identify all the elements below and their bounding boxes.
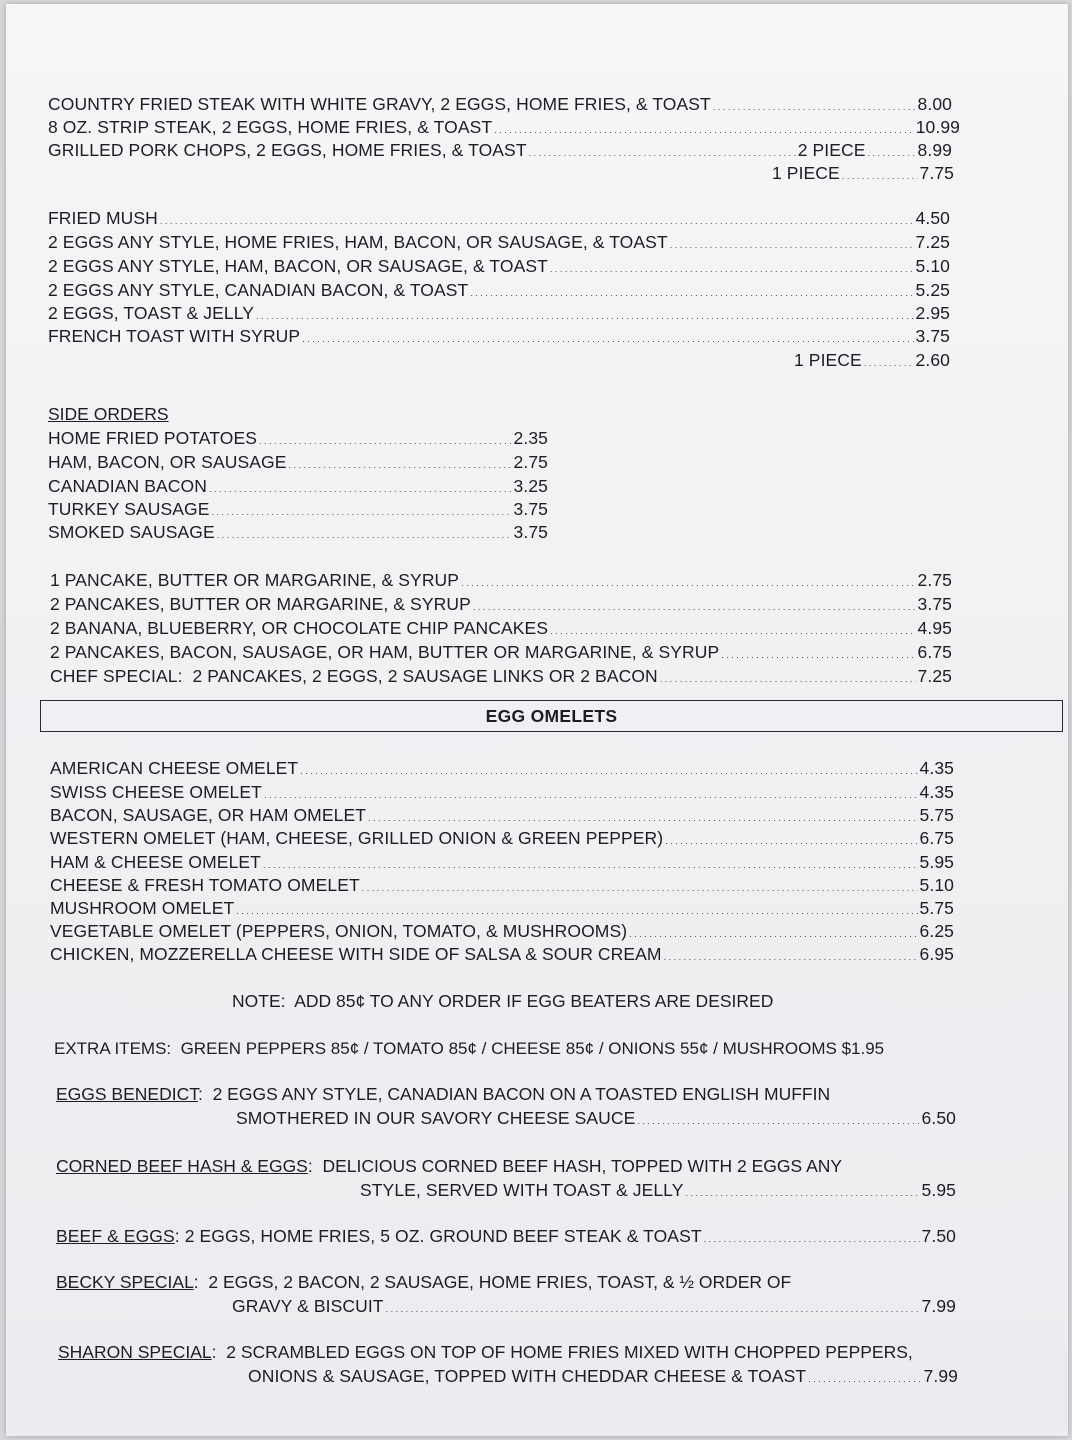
item-price: 7.99 — [923, 1366, 958, 1386]
dot-leader — [550, 256, 914, 280]
egg-beaters-note: NOTE: ADD 85¢ TO ANY ORDER IF EGG BEATERS ARE DESIRED — [232, 991, 774, 1011]
dot-leader — [637, 1108, 919, 1132]
item-price: 10.99 — [915, 117, 960, 137]
item-price: 2.35 — [513, 428, 548, 448]
menu-item — [50, 618, 952, 642]
dot-leader — [721, 642, 915, 666]
item-name: GRILLED PORK CHOPS, 2 EGGS, HOME FRIES, & TOAST — [48, 140, 527, 160]
dot-leader — [217, 522, 512, 546]
special-description: DELICIOUS CORNED BEEF HASH, TOPPED WITH 2 EGGS ANY — [322, 1156, 843, 1176]
menu-item — [50, 782, 954, 806]
item-name: TURKEY SAUSAGE — [48, 499, 210, 519]
item-name: HOME FRIED POTATOES — [48, 428, 258, 448]
menu-item — [50, 828, 954, 852]
item-price: 7.50 — [921, 1226, 956, 1246]
dot-leader — [842, 163, 918, 187]
special-eggs-benedict: EGGS BENEDICT: 2 EGGS ANY STYLE, CANADIAN BACON ON A TOASTED ENGLISH MUFFIN — [56, 1084, 831, 1104]
dot-leader — [670, 232, 914, 256]
item-name: MUSHROOM OMELET — [50, 898, 235, 918]
menu-item — [48, 94, 952, 118]
menu-item — [50, 666, 952, 690]
dot-leader — [665, 828, 917, 852]
item-name: 2 EGGS ANY STYLE, CANADIAN BACON, & TOAST — [48, 280, 469, 300]
item-price: 5.75 — [919, 805, 954, 825]
item-name: 2 EGGS, TOAST & JELLY — [48, 303, 255, 323]
dot-leader — [629, 921, 917, 945]
dot-leader — [664, 944, 918, 968]
menu-item — [50, 921, 954, 945]
item-price: 5.10 — [915, 256, 950, 276]
special-becky: BECKY SPECIAL: 2 EGGS, 2 BACON, 2 SAUSAGE, HOME FRIES, TOAST, & ½ ORDER OF — [56, 1272, 792, 1292]
dot-leader — [263, 852, 918, 876]
item-price: 6.75 — [919, 828, 954, 848]
special-beef-and-eggs: BEEF & EGGS: 2 EGGS, HOME FRIES, 5 OZ. GROUND BEEF STEAK & TOAST . . . 7.50 — [56, 1226, 956, 1250]
menu-item — [48, 303, 950, 327]
special-sharon: SHARON SPECIAL: 2 SCRAMBLED EGGS ON TOP OF HOME FRIES MIXED WITH CHOPPED PEPPERS, — [58, 1342, 913, 1362]
dot-leader — [494, 117, 914, 141]
dot-leader — [236, 898, 917, 922]
item-name: BACON, SAUSAGE, OR HAM OMELET — [50, 805, 367, 825]
special-description: 2 EGGS ANY STYLE, CANADIAN BACON ON A TOASTED ENGLISH MUFFIN — [212, 1084, 831, 1104]
item-price: 5.95 — [921, 1180, 956, 1200]
menu-item — [50, 570, 952, 594]
item-name: VEGETABLE OMELET (PEPPERS, ONION, TOMATO, & MUSHROOMS) — [50, 921, 628, 941]
item-price: 2.75 — [513, 452, 548, 472]
extra-items-line: EXTRA ITEMS: GREEN PEPPERS 85¢ / TOMATO 85¢ / CHEESE 85¢ / ONIONS 55¢ / MUSHROOMS $1.95 — [54, 1039, 885, 1058]
item-price: 6.75 — [917, 642, 952, 662]
item-price: 5.10 — [919, 875, 954, 895]
item-name: 2 EGGS ANY STYLE, HAM, BACON, OR SAUSAGE, & TOAST — [48, 256, 548, 276]
item-name: AMERICAN CHEESE OMELET — [50, 758, 299, 778]
item-name: CANADIAN BACON — [48, 476, 207, 496]
item-name: FRIED MUSH — [48, 208, 158, 228]
item-name: CHEESE & FRESH TOMATO OMELET — [50, 875, 360, 895]
menu-item — [48, 499, 548, 523]
menu-item — [48, 140, 952, 164]
menu-item — [48, 280, 950, 304]
dot-leader — [368, 805, 918, 829]
dot-leader — [473, 594, 916, 618]
item-option: 2 PIECE — [797, 140, 866, 160]
menu-item — [48, 428, 548, 452]
menu-item — [50, 852, 954, 876]
dot-leader — [264, 782, 918, 806]
item-price: 3.75 — [917, 594, 952, 614]
dot-leader — [461, 570, 915, 594]
item-price: 4.50 — [915, 208, 950, 228]
special-description: 2 SCRAMBLED EGGS ON TOP OF HOME FRIES MIXED WITH CHOPPED PEPPERS, — [226, 1342, 913, 1362]
menu-item — [48, 256, 950, 280]
special-sharon-line2 — [248, 1366, 958, 1390]
special-description: GRAVY & BISCUIT — [232, 1296, 384, 1316]
menu-item-option — [794, 350, 950, 374]
dot-leader — [550, 618, 915, 642]
special-description: 2 EGGS, 2 BACON, 2 SAUSAGE, HOME FRIES, TOAST, & ½ ORDER OF — [208, 1272, 792, 1292]
special-eggs-benedict-line2 — [236, 1108, 956, 1132]
item-name: HAM & CHEESE OMELET — [50, 852, 261, 872]
dot-leader — [713, 94, 916, 118]
menu-item — [50, 875, 954, 899]
dot-leader — [686, 1180, 920, 1204]
special-description: ONIONS & SAUSAGE, TOPPED WITH CHEDDAR CHEESE & TOAST — [248, 1366, 807, 1386]
menu-item — [48, 452, 548, 476]
item-price: 4.35 — [919, 758, 954, 778]
item-name: 2 BANANA, BLUEBERRY, OR CHOCOLATE CHIP PANCAKES — [50, 618, 549, 638]
dot-leader — [289, 452, 512, 476]
dot-leader — [160, 208, 914, 232]
item-name: COUNTRY FRIED STEAK WITH WHITE GRAVY, 2 EGGS, HOME FRIES, & TOAST — [48, 94, 711, 114]
special-label: BEEF & EGGS — [56, 1226, 175, 1246]
item-name: WESTERN OMELET (HAM, CHEESE, GRILLED ONION & GREEN PEPPER) — [50, 828, 664, 848]
menu-item — [50, 642, 952, 666]
item-price: 8.00 — [917, 94, 952, 114]
special-label: BECKY SPECIAL — [56, 1272, 194, 1292]
dot-leader — [808, 1366, 921, 1390]
item-name: HAM, BACON, OR SAUSAGE — [48, 452, 287, 472]
dot-leader — [386, 1296, 920, 1320]
dot-leader — [256, 303, 913, 327]
item-name: FRENCH TOAST WITH SYRUP — [48, 326, 301, 346]
dot-leader — [470, 280, 913, 304]
item-price: 5.95 — [919, 852, 954, 872]
special-corned-beef-hash-line2 — [360, 1180, 956, 1204]
menu-page — [6, 4, 1068, 1436]
dot-leader — [259, 428, 512, 452]
menu-item — [50, 805, 954, 829]
menu-item — [48, 326, 950, 350]
dot-leader — [529, 140, 796, 164]
special-description: SMOTHERED IN OUR SAVORY CHEESE SAUCE — [236, 1108, 636, 1128]
menu-item — [48, 208, 950, 232]
item-price: 2.75 — [917, 570, 952, 590]
item-name: 2 PANCAKES, BUTTER OR MARGARINE, & SYRUP — [50, 594, 471, 614]
item-price: 5.75 — [919, 898, 954, 918]
special-description: 2 EGGS, HOME FRIES, 5 OZ. GROUND BEEF STEAK & TOAST — [184, 1226, 702, 1246]
item-price: 2.95 — [915, 303, 950, 323]
dot-leader — [302, 326, 913, 350]
section-banner-egg-omelets: EGG OMELETS — [40, 700, 1063, 732]
item-name: SWISS CHEESE OMELET — [50, 782, 262, 802]
item-price: 3.75 — [915, 326, 950, 346]
item-option: 1 PIECE — [772, 163, 840, 183]
dot-leader — [864, 350, 914, 374]
item-price: 3.75 — [513, 522, 548, 542]
dot-leader — [300, 758, 917, 782]
special-label: SHARON SPECIAL — [58, 1342, 212, 1362]
special-description: STYLE, SERVED WITH TOAST & JELLY — [360, 1180, 684, 1200]
item-price: 6.25 — [919, 921, 954, 941]
item-price: 8.99 — [917, 140, 952, 160]
item-price: 7.25 — [915, 232, 950, 252]
item-name: 1 PANCAKE, BUTTER OR MARGARINE, & SYRUP — [50, 570, 460, 590]
dot-leader — [209, 476, 512, 500]
menu-item — [50, 594, 952, 618]
menu-item — [50, 898, 954, 922]
dot-leader — [212, 499, 512, 523]
menu-item — [48, 522, 548, 546]
section-heading-side-orders: SIDE ORDERS — [48, 404, 169, 424]
menu-item — [50, 758, 954, 782]
menu-item — [50, 944, 954, 968]
item-option: 1 PIECE — [794, 350, 862, 370]
item-price: 3.25 — [513, 476, 548, 496]
item-price: 7.99 — [921, 1296, 956, 1316]
item-name: 2 PANCAKES, BACON, SAUSAGE, OR HAM, BUTTER OR MARGARINE, & SYRUP — [50, 642, 720, 662]
item-price: 5.25 — [915, 280, 950, 300]
item-price: 6.95 — [919, 944, 954, 964]
menu-item-option — [772, 163, 954, 187]
special-becky-line2 — [232, 1296, 956, 1320]
dot-leader — [868, 140, 916, 164]
menu-item — [48, 232, 950, 256]
special-label: CORNED BEEF HASH & EGGS — [56, 1156, 308, 1176]
special-corned-beef-hash: CORNED BEEF HASH & EGGS: DELICIOUS CORNED BEEF HASH, TOPPED WITH 2 EGGS ANY — [56, 1156, 843, 1176]
item-name: CHEF SPECIAL: 2 PANCAKES, 2 EGGS, 2 SAUSAGE LINKS OR 2 BACON — [50, 666, 658, 686]
item-name: 2 EGGS ANY STYLE, HOME FRIES, HAM, BACON, OR SAUSAGE, & TOAST — [48, 232, 668, 252]
menu-item — [48, 117, 960, 141]
item-price: 6.50 — [921, 1108, 956, 1128]
dot-leader — [704, 1226, 920, 1250]
item-name: 8 OZ. STRIP STEAK, 2 EGGS, HOME FRIES, & TOAST — [48, 117, 493, 137]
dot-leader — [362, 875, 918, 899]
item-price: 3.75 — [513, 499, 548, 519]
menu-item — [48, 476, 548, 500]
item-price: 7.25 — [917, 666, 952, 686]
item-price: 2.60 — [915, 350, 950, 370]
dot-leader — [660, 666, 916, 690]
item-price: 4.95 — [917, 618, 952, 638]
item-price: 4.35 — [919, 782, 954, 802]
item-name: SMOKED SAUSAGE — [48, 522, 215, 542]
special-label: EGGS BENEDICT — [56, 1084, 198, 1104]
item-price: 7.75 — [919, 163, 954, 183]
item-name: CHICKEN, MOZZERELLA CHEESE WITH SIDE OF SALSA & SOUR CREAM — [50, 944, 662, 964]
